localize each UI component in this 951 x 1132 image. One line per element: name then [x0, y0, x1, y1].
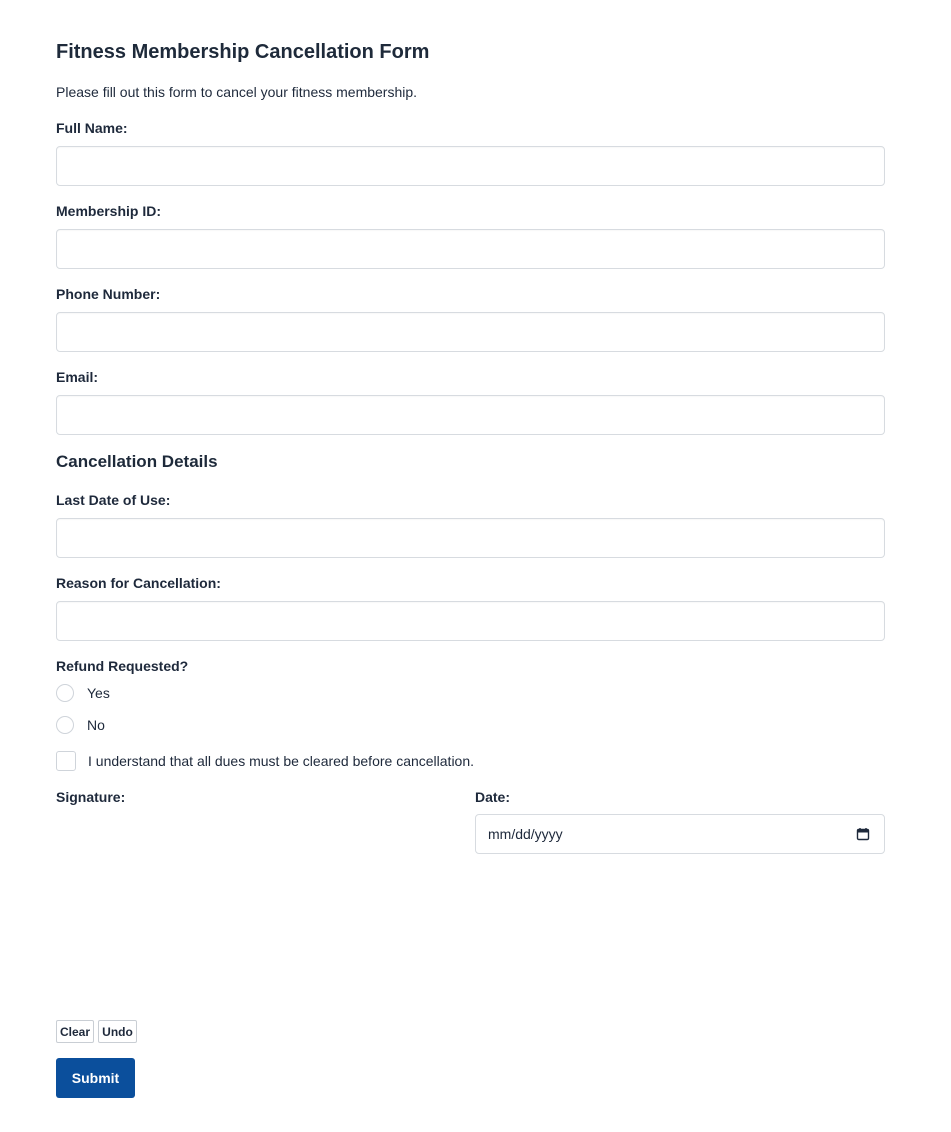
acknowledge-row[interactable]: [56, 751, 474, 771]
refund-option-no[interactable]: [56, 716, 105, 734]
phone-input[interactable]: [56, 312, 885, 352]
refund-label: Refund Requested?: [56, 658, 189, 674]
clear-button[interactable]: Clear: [56, 1020, 94, 1043]
date-label: Date:: [475, 789, 511, 805]
radio-yes[interactable]: [56, 684, 74, 702]
radio-yes-label: Yes: [87, 685, 110, 701]
date-input[interactable]: [475, 814, 885, 854]
date-placeholder: mm/dd/yyyy: [488, 826, 563, 842]
email-label: Email:: [56, 369, 99, 385]
signature-label: Signature:: [56, 789, 126, 805]
email-input[interactable]: [56, 395, 885, 435]
phone-label: Phone Number:: [56, 286, 161, 302]
calendar-icon[interactable]: [856, 827, 870, 841]
radio-no[interactable]: [56, 716, 74, 734]
membership-id-label: Membership ID:: [56, 203, 162, 219]
reason-label: Reason for Cancellation:: [56, 575, 221, 591]
full-name-label: Full Name:: [56, 120, 128, 136]
last-date-input[interactable]: [56, 518, 885, 558]
refund-option-yes[interactable]: [56, 684, 110, 702]
undo-button[interactable]: Undo: [98, 1020, 137, 1043]
full-name-input[interactable]: [56, 146, 885, 186]
cancellation-details-heading: Cancellation Details: [56, 452, 218, 471]
form-intro: Please fill out this form to cancel your fitness membership.: [56, 84, 418, 100]
last-date-label: Last Date of Use:: [56, 492, 171, 508]
radio-no-label: No: [87, 717, 105, 733]
membership-id-input[interactable]: [56, 229, 885, 269]
submit-button[interactable]: Submit: [56, 1058, 135, 1098]
acknowledge-checkbox[interactable]: [56, 751, 76, 771]
acknowledge-label: I understand that all dues must be cleared before cancellation.: [88, 753, 475, 769]
page-title: Fitness Membership Cancellation Form: [56, 41, 430, 63]
reason-input[interactable]: [56, 601, 885, 641]
